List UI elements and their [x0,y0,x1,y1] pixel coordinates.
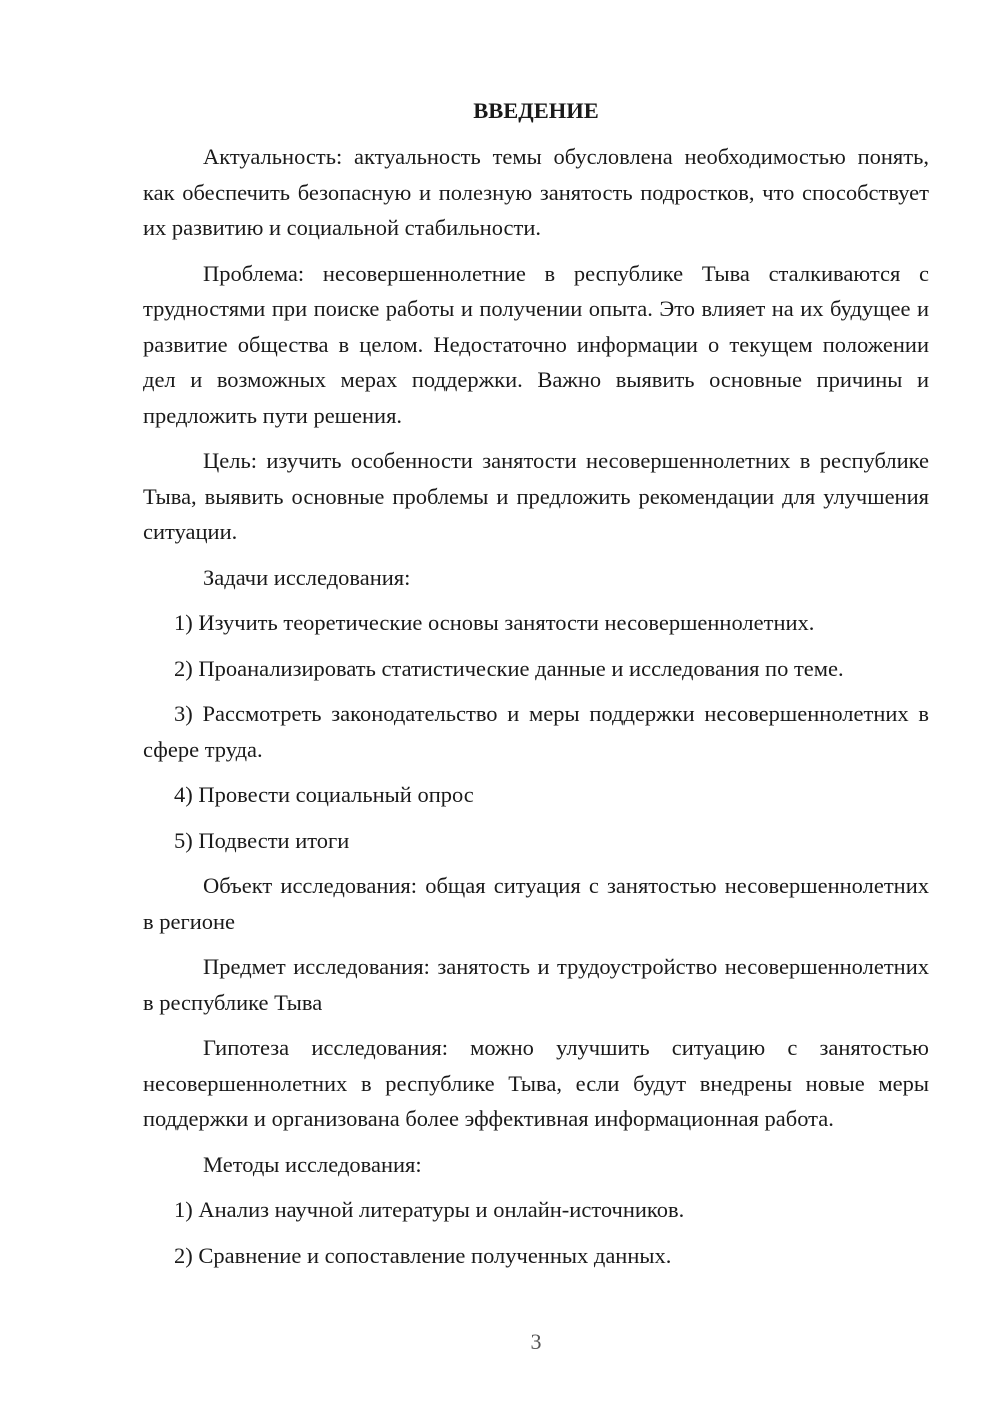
task-item: 2) Проанализировать статистические данные и исследования по теме. [174,655,844,681]
problem-paragraph: Проблема: несовершеннолетние в республике Тыва сталкиваются с трудностями при поиске работы и получении опыта. Это влияет на их будущее и развитие общества в целом. Недостаточно информации о текущем положении дел и возможных мерах поддержки. Важно выявить основные причины и предложить пути решения. [143,260,929,428]
methods-title: Методы исследования: [203,1151,422,1177]
goal-paragraph: Цель: изучить особенности занятости несовершеннолетних в республике Тыва, выявить основные проблемы и предложить рекомендации для улучшения ситуации. [143,448,929,544]
relevance-paragraph: Актуальность: актуальность темы обусловлена необходимостью понять, как обеспечить безопасную и полезную занятость подростков, что способствует их развитию и социальной стабильности. [143,144,929,240]
page-content [143,93,929,1283]
hypothesis-paragraph: Гипотеза исследования: можно улучшить ситуацию с занятостью несовершеннолетних в республике Тыва, если будут внедрены новые меры поддержки и организована более эффективная информационная работа. [143,1035,929,1131]
method-item: 1) Анализ научной литературы и онлайн-источников. [174,1197,685,1222]
task-item: 1) Изучить теоретические основы занятости несовершеннолетних. [174,610,815,635]
tasks-title: Задачи исследования: [203,564,411,590]
subject-paragraph: Предмет исследования: занятость и трудоустройство несовершеннолетних в республике Тыва [143,954,929,1015]
task-item: 3) Рассмотреть законодательство и меры поддержки несовершеннолетних в сфере труда. [143,701,929,762]
page-number: 3 [530,1329,542,1354]
task-item: 5) Подвести итоги [174,827,350,853]
method-item: 2) Сравнение и сопоставление полученных данных. [174,1242,672,1268]
task-item: 4) Провести социальный опрос [174,782,474,807]
object-paragraph: Объект исследования: общая ситуация с занятостью несовершеннолетних в регионе [143,873,929,934]
section-heading: ВВЕДЕНИЕ [473,98,599,123]
